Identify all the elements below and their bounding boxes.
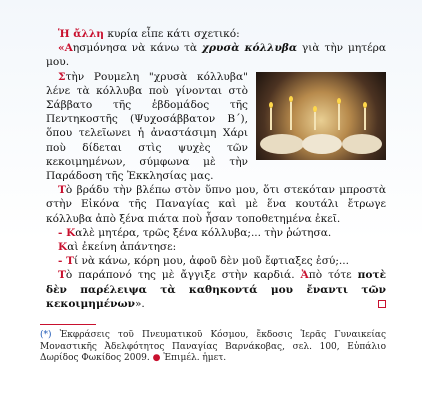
drop-letter: - Κ — [58, 226, 76, 239]
paragraph-text: αὶ ἐκείνη ἀπάντησε: — [67, 241, 177, 254]
drop-letter: Ἀ — [300, 269, 309, 282]
footnote-text: Ἐκφράσεις τοῦ Πνευματικοῦ Κόσμου, ἔκδοσις Ἱερᾶς Γυναικείας Μοναστικῆς Ἀδελφότητος Παναγίας Βαρνάκοβας, σελ. 100, Εὐπάλιο Δωρίδος Φωκίδος 2009. — [40, 330, 386, 363]
paragraph-dialogue-1 — [46, 226, 386, 240]
paragraph-text: αλὲ μητέρα, τρῶς ξένα κόλλυβα;... τὴν ῥώτησα. — [75, 226, 332, 239]
end-of-article-icon — [378, 300, 386, 308]
paragraph-quote-open — [46, 41, 386, 69]
drop-letter: - Τ — [58, 255, 74, 268]
paragraph-text: ὸ βράδυ τὴν βλέπω στὸν ὕπνο μου, ὅτι στεκόταν μπροστὰ στὴν Εἰκόνα τῆς Παναγίας καὶ μὲ ἕνα κουτάλι ἔτρωγε κόλλυβα ἀπὸ ξένα πιάτα ποὺ ἦσαν τοποθετημένα ἐκεῖ. — [46, 184, 386, 225]
paragraph-text: κυρία εἶπε κάτι σχετικό: — [104, 28, 240, 40]
drop-letter: Τ — [58, 184, 66, 197]
emphasis-golden-kollyva: χρυσὰ κόλλυβα — [202, 42, 297, 55]
editor-note: Ἐπιμέλ. ἡμετ. — [163, 353, 227, 363]
article-body — [46, 27, 386, 311]
paragraph-tail: γιὰ τὴν μητέρα μου. — [46, 42, 386, 69]
paragraph-text: πὸ τότε — [308, 269, 358, 282]
paragraph-dream — [46, 183, 386, 226]
drop-letter: Ἡ — [58, 28, 70, 40]
drop-letter: Τ — [58, 269, 66, 282]
paragraph-intro — [46, 27, 386, 41]
footnote-marker: (*) — [40, 330, 52, 340]
paragraph-text: τὴν Ρουμελη "χρυσὰ κόλλυβα" λένε τὰ κόλλυβα ποὺ γίνονται στὸ Σάββατο τῆς ἑβδομάδος τῆς Πεντηκοστῆς (Ψυχοσάββατον Β΄), ὅπου τελεῖωνει ἡ ἀναστάσιμη Χάρι ποὺ δίδεται στὶς ψυχὲς τῶν κεκοιμημένων, σύμφωνα μὲ τὴν Παράδοση τῆς Ἐκκλησίας μας. — [46, 70, 248, 183]
footnote — [40, 330, 386, 365]
drop-letter: «Α — [58, 42, 73, 55]
paragraph-dialogue-2 — [46, 240, 386, 254]
paragraph-text: ὸ παράπονό της μὲ ἄγγιξε στὴν καρδιά. — [65, 269, 301, 282]
bullet-icon: ● — [149, 353, 164, 363]
paragraph-dialogue-3 — [46, 254, 386, 268]
drop-letter: Κ — [58, 241, 68, 254]
drop-letter: Σ — [58, 70, 66, 83]
bold-conclusion: ποτὲ δὲν παρέλειψα τὰ καθηκοντά μου ἔναντι τῶν κεκοιμημένων — [46, 269, 387, 310]
paragraph-conclusion — [46, 268, 386, 311]
paragraph-text: ησμόνησα νὰ κάνω τὰ — [72, 42, 203, 55]
paragraph-text: ί νὰ κάνω, κόρη μου, ἀφοῦ δὲν μοῦ ἔφτιαξες ἐσύ;... — [73, 255, 350, 268]
paragraph-tail: ». — [134, 297, 145, 310]
footnote-rule — [40, 324, 96, 325]
memorial-candles-photo — [256, 72, 386, 160]
bold-lead: ἄλλη — [69, 28, 104, 40]
